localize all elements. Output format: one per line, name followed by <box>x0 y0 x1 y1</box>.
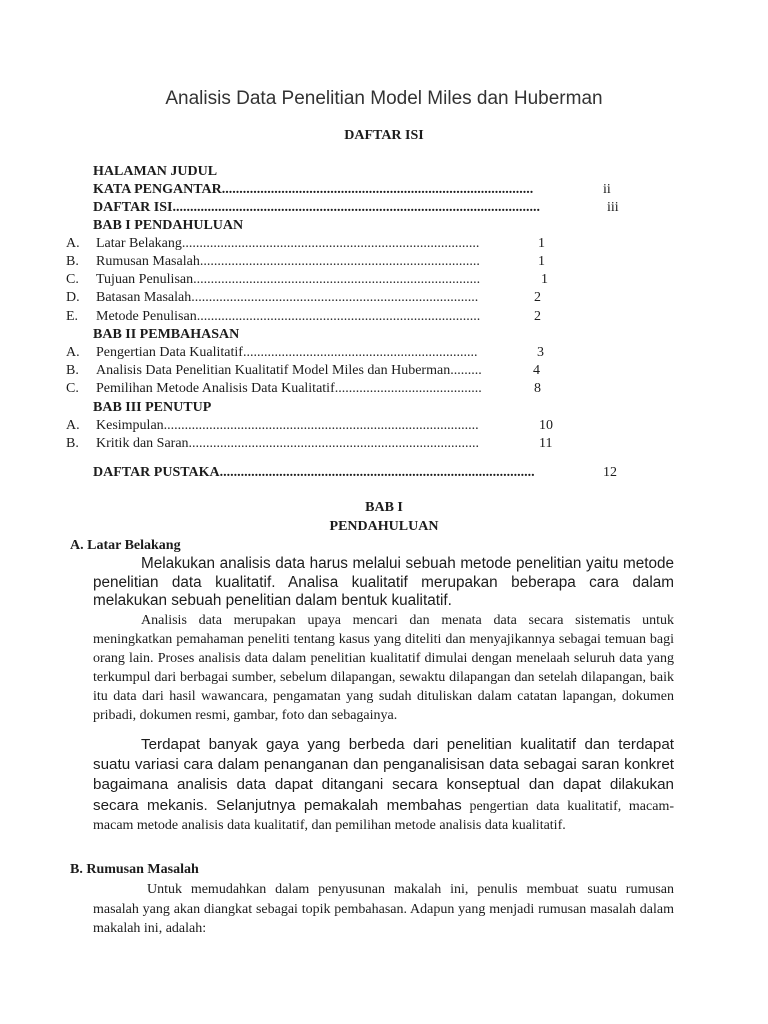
toc-entry-text: BAB III PENUTUP <box>93 400 212 415</box>
section-b-heading: B. Rumusan Masalah <box>70 862 199 877</box>
toc-entry-text: BAB II PEMBAHASAN <box>93 327 240 342</box>
toc-entry-page: 1 <box>538 236 545 251</box>
toc-entry-page: 1 <box>541 272 548 287</box>
toc-entry-text: Batasan Masalah.................................................................................. <box>96 290 479 305</box>
toc-entry-page: 11 <box>539 436 553 451</box>
toc-entry-letter: B. <box>66 254 79 269</box>
chapter-number: BAB I <box>365 500 403 515</box>
section-a-heading: A. Latar Belakang <box>70 538 181 553</box>
document-title: Analisis Data Penelitian Model Miles dan Huberman <box>165 88 603 109</box>
toc-entry-text: Tujuan Penulisan.................................................................................. <box>96 272 481 287</box>
section-a-paragraph-2: Analisis data merupakan upaya mencari dan menata data secara sistematis untuk meningkatkan pemahaman peneliti tentang kasus yang diteliti dan menyajikannya sebagai temuan bagi orang lain. Proses analisis data dalam penelitian kualitatif dimulai dengan menelaah seluruh data yang terkumpul dari berbagai sumber, sebelum dilapangan, sewaktu dilapangan dan setelah dilapangan, baik itu data dari hasil wawancara, pengamatan yang sudah dituliskan dalam catatan lapangan, dokumen pribadi, dokumen resmi, gambar, foto dan sebagainya. <box>93 613 674 723</box>
toc-entry-page: 2 <box>534 290 541 305</box>
toc-entry-letter: B. <box>66 363 79 378</box>
toc-entry-text: DAFTAR PUSTAKA.......................................................................................... <box>93 465 535 480</box>
toc-entry-text: Pengertian Data Kualitatif................................................................... <box>96 345 478 360</box>
toc-entry-page: 10 <box>539 418 553 433</box>
section-a-paragraph-3-serif: pengertian data kualitatif, macam-macam metode analisis data kualitatif, dan pemilihan metode analisis data kualitatif. <box>93 798 674 833</box>
toc-entry-page: 12 <box>603 465 617 480</box>
toc-entry-text: Latar Belakang..................................................................................... <box>96 236 480 251</box>
toc-entry-letter: A. <box>66 418 80 433</box>
section-b-paragraph-1: Untuk memudahkan dalam penyusunan makalah ini, penulis membuat suatu rumusan masalah yang akan diangkat sebagai topik pembahasan. Adapun yang menjadi rumusan masalah dalam makalah ini, adalah: <box>93 882 674 936</box>
toc-entry-page: iii <box>607 200 619 215</box>
toc-entry-letter: C. <box>66 272 79 287</box>
toc-entry-text: Rumusan Masalah................................................................................ <box>96 254 480 269</box>
section-a-paragraph-3 <box>93 735 674 835</box>
toc-entry-letter: E. <box>66 309 79 324</box>
toc-entry-text: Metode Penulisan................................................................................. <box>96 309 481 324</box>
toc-entry-text: BAB I PENDAHULUAN <box>93 218 244 233</box>
toc-entry-letter: C. <box>66 381 79 396</box>
toc-entry-letter: A. <box>66 236 80 251</box>
toc-entry-text: Pemilihan Metode Analisis Data Kualitatif.......................................... <box>96 381 482 396</box>
section-a-paragraph-1: Melakukan analisis data harus melalui sebuah metode penelitian yaitu metode penelitian data kualitatif. Analisa kualitatif merupakan beberapa cara dalam melakukan sebuah penelitian dalam bentuk kualitatif. <box>93 555 674 609</box>
toc-entry-letter: D. <box>66 290 80 305</box>
toc-entry-page: 8 <box>534 381 541 396</box>
toc-entry-letter: B. <box>66 436 79 451</box>
toc-entry-page: ii <box>603 182 611 197</box>
toc-entry-text: Kesimpulan.......................................................................................... <box>96 418 479 433</box>
toc-entry-page: 4 <box>533 363 540 378</box>
toc-entry-page: 3 <box>537 345 544 360</box>
section-a-paragraph-3-sans: Terdapat banyak gaya yang berbeda dari penelitian kualitatif dan terdapat suatu variasi cara dalam penanganan dan penganalisisan data sebagai saran konkret bagaimana analisis data dapat ditangani secara konseptual dan dapat dilakukan secara mekanis. Selanjutnya pemakalah membahas <box>93 736 674 814</box>
toc-heading: DAFTAR ISI <box>344 128 424 143</box>
toc-entry-text: Analisis Data Penelitian Kualitatif Model Miles dan Huberman......... <box>96 363 482 378</box>
toc-entry-page: 2 <box>534 309 541 324</box>
toc-entry-text: DAFTAR ISI......................................................................................................... <box>93 200 540 215</box>
toc-entry-text: KATA PENGANTAR......................................................................................... <box>93 182 534 197</box>
toc-entry-text: HALAMAN JUDUL <box>93 164 218 179</box>
chapter-title: PENDAHULUAN <box>329 519 439 534</box>
toc-entry-text: Kritik dan Saran................................................................................... <box>96 436 480 451</box>
toc-entry-letter: A. <box>66 345 80 360</box>
toc-entry-page: 1 <box>538 254 545 269</box>
